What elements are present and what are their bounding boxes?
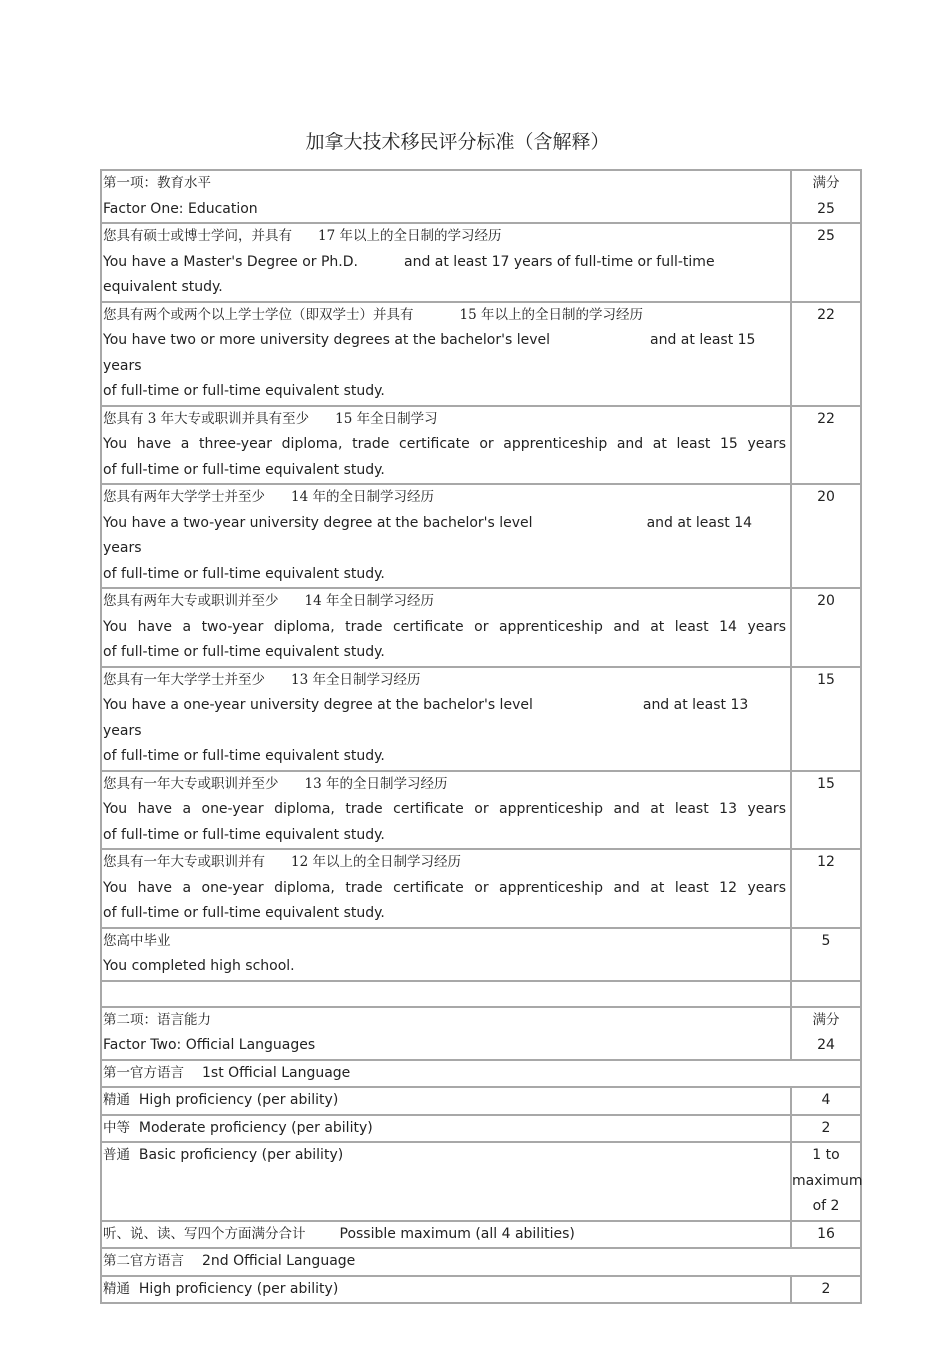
row-zh-years: 17 年以上的全日制的学习经历 bbox=[318, 228, 502, 244]
row-zh-years: 12 年以上的全日制学习经历 bbox=[291, 854, 461, 870]
row-zh: 您具有两个或两个以上学士学位（即双学士）并具有 bbox=[103, 306, 414, 323]
empty-cell bbox=[791, 981, 861, 1007]
table-row bbox=[101, 1087, 861, 1115]
row-en: You completed high school. bbox=[103, 958, 295, 974]
row-points: 5 bbox=[821, 932, 831, 949]
row-zh: 您具有一年大专或职训并有 bbox=[103, 854, 265, 870]
table-row bbox=[101, 1221, 861, 1249]
level-en: Basic proficiency (per ability) bbox=[138, 1147, 344, 1163]
row-zh: 您具有一年大专或职训并至少 bbox=[103, 775, 279, 792]
level-points: maximum bbox=[792, 1172, 863, 1189]
level-zh: 精通 bbox=[103, 1280, 130, 1297]
table-row bbox=[101, 223, 861, 302]
level-en: High proficiency (per ability) bbox=[138, 1280, 339, 1297]
empty-cell bbox=[101, 981, 791, 1007]
factor-one-max-label: 满分 bbox=[812, 175, 840, 191]
row-points: 15 bbox=[817, 671, 835, 688]
level-points: 1 to bbox=[812, 1147, 840, 1163]
level-points: 2 bbox=[821, 1119, 831, 1136]
row-points: 15 bbox=[817, 775, 835, 792]
row-points: 12 bbox=[817, 854, 835, 870]
factor-one-max: 25 bbox=[817, 200, 835, 217]
table-row bbox=[101, 667, 861, 771]
table-row bbox=[101, 406, 861, 485]
total-zh: 听、说、读、写四个方面满分合计 bbox=[103, 1225, 306, 1242]
row-en: You have a one-year university degree at the bachelor's level bbox=[103, 697, 533, 713]
row-en-years: and at least 17 years of full-time or full-time bbox=[404, 253, 715, 270]
second-language-header bbox=[101, 1248, 861, 1276]
points-table bbox=[100, 169, 862, 1304]
table-row bbox=[101, 928, 861, 981]
factor-one-header bbox=[101, 170, 861, 223]
second-language-zh: 第二官方语言 bbox=[103, 1253, 184, 1269]
total-points: 16 bbox=[817, 1225, 835, 1242]
first-language-zh: 第一官方语言 bbox=[103, 1064, 184, 1081]
row-zh: 您高中毕业 bbox=[103, 932, 171, 949]
row-zh-years: 15 年全日制学习 bbox=[335, 410, 438, 427]
first-language-en: 1st Official Language bbox=[202, 1064, 351, 1081]
row-en: You have a two-year university degree at the bachelor's level bbox=[103, 514, 533, 531]
row-points: 25 bbox=[817, 228, 835, 244]
level-points: 4 bbox=[821, 1092, 831, 1108]
row-zh: 您具有 3 年大专或职训并具有至少 bbox=[103, 410, 310, 427]
level-points: of 2 bbox=[812, 1198, 840, 1214]
table-row bbox=[101, 1276, 861, 1304]
row-en-cont: of full-time or full-time equivalent study. bbox=[103, 644, 385, 660]
level-zh: 精通 bbox=[103, 1092, 130, 1108]
row-en: You have a one-year diploma, trade certificate or apprenticeship and at least 13 years bbox=[103, 801, 786, 817]
document-title: 加拿大技术移民评分标准（含解释） bbox=[305, 131, 610, 153]
second-language-en: 2nd Official Language bbox=[202, 1253, 356, 1269]
row-en-cont: of full-time or full-time equivalent study. bbox=[103, 826, 385, 843]
first-language-header bbox=[101, 1060, 861, 1088]
row-zh: 您具有两年大专或职训并至少 bbox=[103, 593, 279, 609]
factor-two-zh: 第二项：语言能力 bbox=[103, 1011, 211, 1028]
level-en: Moderate proficiency (per ability) bbox=[138, 1119, 373, 1136]
row-en-cont: of full-time or full-time equivalent study. bbox=[103, 383, 385, 399]
row-en-cont: of full-time or full-time equivalent study. bbox=[103, 461, 385, 478]
factor-two-max: 24 bbox=[817, 1037, 835, 1053]
row-en-cont: of full-time or full-time equivalent study. bbox=[103, 748, 385, 764]
row-en: You have a three-year diploma, trade certificate or apprenticeship and at least 15 years bbox=[103, 436, 786, 452]
row-zh-years: 14 年全日制学习经历 bbox=[304, 593, 434, 609]
row-en-years: and at least 15 years bbox=[103, 332, 756, 374]
row-zh: 您具有两年大学学士并至少 bbox=[103, 489, 265, 505]
spacer-row bbox=[101, 981, 861, 1007]
row-en: You have two or more university degrees at the bachelor's level bbox=[103, 332, 551, 348]
row-points: 22 bbox=[817, 306, 835, 323]
row-zh: 您具有硕士或博士学问，并具有 bbox=[103, 228, 292, 244]
row-zh-years: 15 年以上的全日制的学习经历 bbox=[459, 306, 643, 323]
row-points: 22 bbox=[817, 410, 835, 427]
row-en-years: and at least 14 years bbox=[103, 514, 753, 556]
row-points: 20 bbox=[817, 593, 835, 609]
row-en-cont: equivalent study. bbox=[103, 279, 223, 295]
factor-one-zh: 第一项：教育水平 bbox=[103, 175, 211, 191]
level-zh: 普通 bbox=[103, 1147, 130, 1163]
factor-two-header bbox=[101, 1007, 861, 1060]
row-en-cont: of full-time or full-time equivalent study. bbox=[103, 905, 385, 921]
level-en: High proficiency (per ability) bbox=[138, 1092, 339, 1108]
table-row bbox=[101, 588, 861, 667]
total-en: Possible maximum (all 4 abilities) bbox=[339, 1225, 575, 1242]
factor-two-en: Factor Two: Official Languages bbox=[103, 1037, 316, 1053]
table-row bbox=[101, 771, 861, 850]
row-zh-years: 13 年的全日制学习经历 bbox=[304, 775, 448, 792]
row-en-cont: of full-time or full-time equivalent study. bbox=[103, 565, 385, 582]
factor-one-en: Factor One: Education bbox=[103, 200, 258, 217]
table-row bbox=[101, 849, 861, 928]
row-en: You have a one-year diploma, trade certificate or apprenticeship and at least 12 years bbox=[103, 879, 786, 896]
level-points: 2 bbox=[821, 1280, 831, 1297]
row-en: You have a two-year diploma, trade certificate or apprenticeship and at least 14 years bbox=[103, 618, 786, 635]
row-zh-years: 14 年的全日制学习经历 bbox=[291, 489, 434, 505]
table-row bbox=[101, 484, 861, 588]
row-en-years: and at least 13 years bbox=[103, 697, 749, 739]
row-en: You have a Master's Degree or Ph.D. bbox=[103, 253, 358, 270]
table-row bbox=[101, 1115, 861, 1143]
row-zh-years: 13 年全日制学习经历 bbox=[291, 671, 421, 688]
level-zh: 中等 bbox=[103, 1119, 130, 1136]
factor-two-max-label: 满分 bbox=[812, 1011, 840, 1028]
row-points: 20 bbox=[817, 489, 835, 505]
row-zh: 您具有一年大学学士并至少 bbox=[103, 671, 265, 688]
table-row bbox=[101, 1142, 861, 1221]
table-row bbox=[101, 302, 861, 406]
